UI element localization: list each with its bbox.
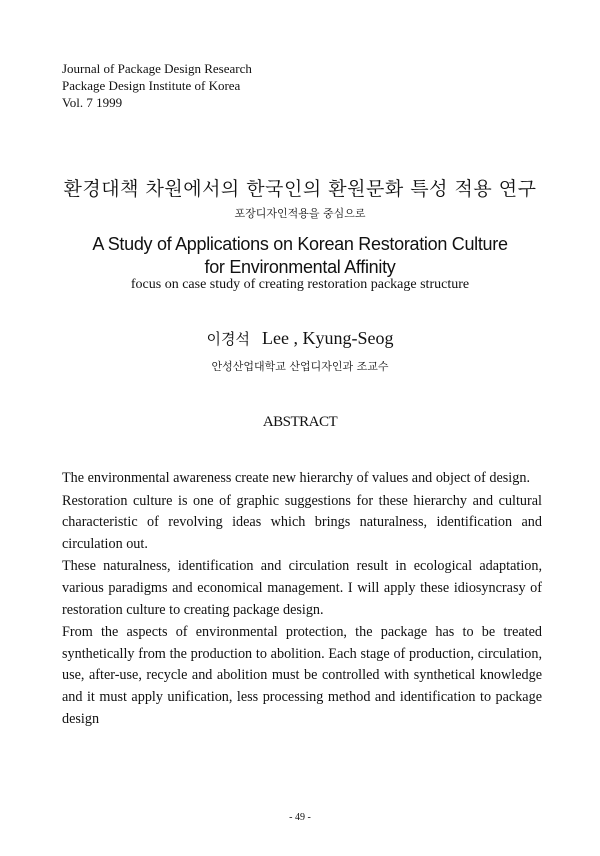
journal-name: Journal of Package Design Research xyxy=(62,61,252,76)
journal-info xyxy=(62,60,252,111)
english-title xyxy=(0,233,600,279)
abstract-paragraph: Restoration culture is one of graphic suggestions for these hierarchy and cultural characteristic of revolving ideas which brings naturalness, identification and circulation out. xyxy=(62,492,542,552)
author-korean-name: 이경석 xyxy=(206,330,250,348)
journal-institute: Package Design Institute of Korea xyxy=(62,78,241,93)
author-affiliation: 안성산업대학교 산업디자인과 조교수 xyxy=(211,360,389,373)
korean-subtitle: 포장디자인적용을 중심으로 xyxy=(234,207,366,220)
abstract-paragraph: These naturalness, identification and circulation result in ecological adaptation, various paradigms and economical management. I will apply these idiosyncrasy of restoration culture to creating package design. xyxy=(62,558,542,618)
page-number: - 49 - xyxy=(289,812,311,823)
english-subtitle: focus on case study of creating restoration package structure xyxy=(130,277,470,292)
author-english-name: Lee , Kyung-Seog xyxy=(262,328,394,348)
english-title-line-2: for Environmental Affinity xyxy=(204,257,396,277)
korean-title: 환경대책 차원에서의 한국인의 환원문화 특성 적용 연구 xyxy=(63,178,537,200)
english-title-line-1: A Study of Applications on Korean Restoration Culture xyxy=(92,234,508,254)
abstract-paragraph: From the aspects of environmental protection, the package has to be treated synthetically from the production to abolition. Each stage of production, circulation, use, after-use, recycle and abolition must be controlled with synthetical knowledge and it must apply unification, less processing method and identification to package design xyxy=(62,624,542,727)
abstract-heading: ABSTRACT xyxy=(262,414,338,430)
abstract-paragraph: The environmental awareness create new hierarchy of values and object of design. xyxy=(62,470,530,486)
abstract-body xyxy=(62,468,542,731)
author-line xyxy=(0,328,600,349)
journal-volume: Vol. 7 1999 xyxy=(62,95,123,110)
